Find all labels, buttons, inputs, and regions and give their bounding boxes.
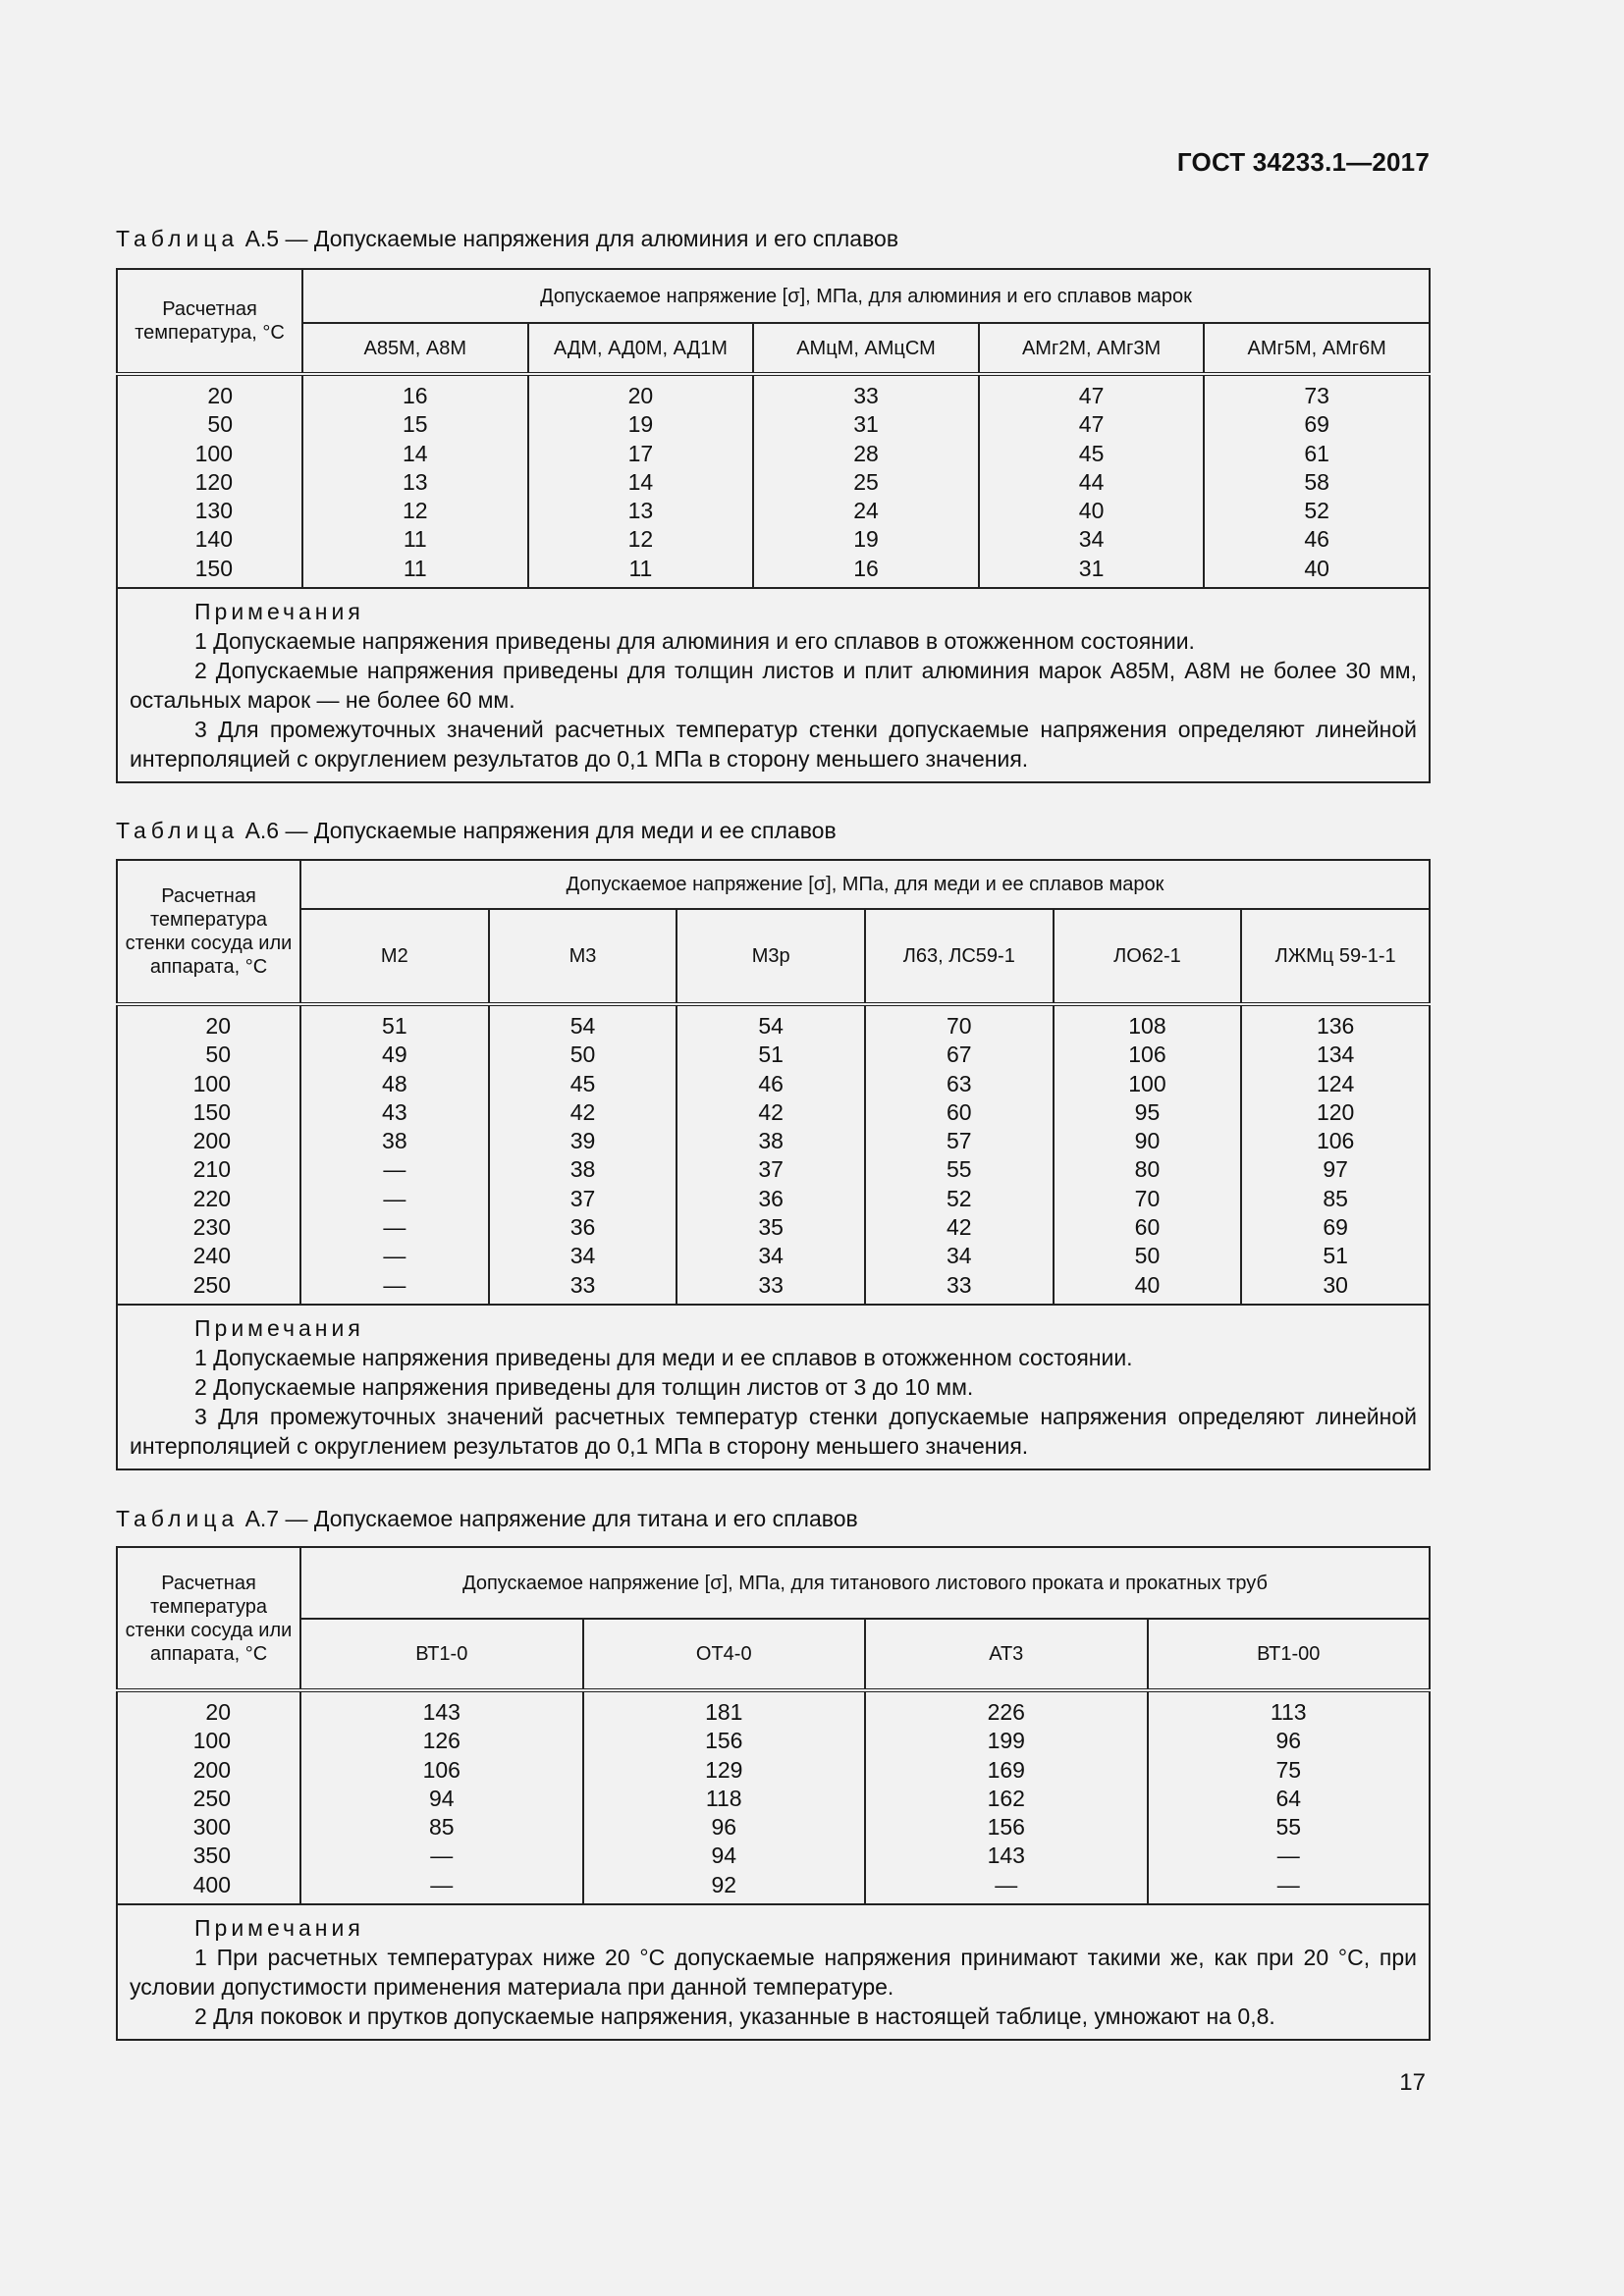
table-cell: 14 [403, 440, 428, 466]
table-cell: 106 [422, 1756, 460, 1783]
table-cell: 51 [382, 1013, 407, 1039]
table-cell: 85 [1323, 1185, 1348, 1211]
table-cell: 92 [711, 1871, 737, 1897]
table-cell: 25 [853, 468, 879, 495]
table-cell: 94 [711, 1842, 737, 1869]
stress-column [1054, 1004, 1242, 1305]
table-cell: 43 [382, 1098, 407, 1125]
note-item: 3 Для промежуточных значений расчетных температур стенки допускаемые напряжения определяют линейной интерполяцией с округлением результатов до 0,1 МПа в сторону меньшего значения. [130, 1403, 1417, 1459]
stress-column [1148, 1690, 1431, 1904]
table-a5-title: А.5 — Допускаемые напряжения для алюминия и его сплавов [244, 226, 899, 251]
table-cell: 69 [1323, 1214, 1348, 1241]
table-cell: 200 [192, 1128, 231, 1154]
stress-column [677, 1004, 865, 1305]
grade-header: А85М, А8М [302, 323, 528, 374]
grade-header: ОТ4-0 [583, 1619, 866, 1690]
stress-column [865, 1690, 1148, 1904]
table-cell: 11 [403, 555, 427, 581]
table-cell: 17 [627, 440, 654, 466]
table-cell: 100 [194, 440, 233, 466]
table-notes [117, 588, 1430, 782]
table-cell: 97 [1323, 1156, 1348, 1183]
table-cell: 100 [192, 1070, 231, 1096]
table-cell: 240 [192, 1243, 231, 1269]
table-cell: 143 [987, 1842, 1025, 1869]
temperature-header: Расчетная температура, °С [117, 269, 302, 374]
table-cell: 120 [194, 468, 233, 495]
table-cell: 80 [1134, 1156, 1161, 1183]
table-cell: 40 [1134, 1271, 1161, 1298]
table-cell: 250 [192, 1785, 231, 1811]
table-cell: 11 [628, 555, 653, 581]
grade-header: АМг5М, АМг6М [1204, 323, 1430, 374]
table-a7-title: А.7 — Допускаемое напряжение для титана и его сплавов [244, 1506, 858, 1531]
table-cell: 156 [987, 1814, 1025, 1841]
table-cell: — [430, 1871, 454, 1897]
table-cell: 39 [569, 1128, 596, 1154]
table-cell: 13 [403, 468, 428, 495]
stress-column [1204, 374, 1430, 588]
table-cell: 140 [194, 526, 233, 553]
grade-header: АМцМ, АМцСМ [753, 323, 979, 374]
table-cell: 19 [853, 526, 879, 553]
table-cell: 38 [382, 1128, 407, 1154]
stress-column [302, 374, 528, 588]
grade-header: М3 [489, 909, 677, 1004]
table-cell: 51 [758, 1041, 784, 1068]
table-cell: 38 [569, 1156, 596, 1183]
table-data-row [117, 1004, 1430, 1305]
table-cell: 33 [758, 1271, 784, 1298]
table-cell: 70 [1134, 1185, 1161, 1211]
table-cell: 28 [853, 440, 879, 466]
table-cell: 54 [569, 1013, 596, 1039]
table-cell: 75 [1275, 1756, 1302, 1783]
table-cell: — [383, 1185, 406, 1211]
table-cell: 16 [853, 555, 879, 581]
stress-column [300, 1004, 489, 1305]
note-item: 1 При расчетных температурах ниже 20 °С допускаемые напряжения принимают такими же, как при 20 °С, при условии допустимости применения материала при данной температуре. [130, 1945, 1417, 2001]
table-cell: 20 [205, 1699, 231, 1725]
table-cell: 181 [705, 1699, 743, 1725]
table-cell: 69 [1304, 411, 1329, 438]
notes-title: Примечания [194, 599, 364, 625]
note-item: 2 Допускаемые напряжения приведены для толщин листов и плит алюминия марок А85М, А8М не более 30 мм, остальных марок — не более 60 мм. [130, 658, 1417, 714]
table-cell: 63 [947, 1070, 972, 1096]
table-cell: 130 [194, 498, 233, 524]
table-cell: 85 [428, 1814, 455, 1841]
table-cell: 24 [853, 498, 879, 524]
table-cell: 67 [947, 1041, 972, 1068]
table-cell: — [995, 1871, 1018, 1897]
table-cell: 100 [192, 1728, 231, 1754]
table-cell: 54 [758, 1013, 784, 1039]
table-cell: 19 [627, 411, 654, 438]
table-cell: 150 [194, 555, 233, 581]
table-cell: 51 [1323, 1243, 1348, 1269]
table-a5 [116, 268, 1431, 783]
table-cell: 90 [1134, 1128, 1161, 1154]
stress-column [583, 1690, 866, 1904]
table-cell: 120 [1316, 1098, 1355, 1125]
temperature-column [117, 374, 302, 588]
grade-header: М3р [677, 909, 865, 1004]
grade-header: Л63, ЛС59-1 [865, 909, 1054, 1004]
table-a7-caption [116, 1505, 858, 1532]
table-cell: 35 [758, 1214, 784, 1241]
table-cell: 230 [192, 1214, 231, 1241]
table-cell: 38 [758, 1128, 784, 1154]
grade-header: ВТ1-0 [300, 1619, 583, 1690]
table-cell: 350 [192, 1842, 231, 1869]
table-cell: 20 [627, 383, 654, 408]
stress-column [865, 1004, 1054, 1305]
table-cell: 156 [705, 1728, 743, 1754]
table-cell: 52 [947, 1185, 972, 1211]
stress-column [528, 374, 754, 588]
note-item: 1 Допускаемые напряжения приведены для меди и ее сплавов в отожженном состоянии. [194, 1344, 1133, 1370]
table-cell: 126 [422, 1728, 460, 1754]
table-cell: 150 [192, 1098, 231, 1125]
table-cell: 44 [1078, 468, 1105, 495]
table-cell: 61 [1304, 440, 1329, 466]
table-cell: 73 [1304, 383, 1329, 408]
table-cell: 34 [569, 1243, 596, 1269]
table-notes [117, 1305, 1430, 1469]
table-cell: 13 [627, 498, 654, 524]
table-cell: 60 [947, 1098, 972, 1125]
note-item: 1 Допускаемые напряжения приведены для алюминия и его сплавов в отожженном состоянии. [194, 628, 1195, 655]
table-cell: 34 [1078, 526, 1105, 553]
table-cell: 60 [1134, 1214, 1161, 1241]
table-cell: 33 [947, 1271, 972, 1298]
table-cell: 55 [1275, 1814, 1302, 1841]
grade-header: АТ3 [865, 1619, 1148, 1690]
table-a6-label: Таблица [116, 818, 240, 843]
table-cell: 46 [758, 1070, 784, 1096]
table-cell: 134 [1316, 1041, 1355, 1068]
note-item: 3 Для промежуточных значений расчетных температур стенки допускаемые напряжения определяют линейной интерполяцией с округлением результатов до 0,1 МПа в сторону меньшего значения. [130, 717, 1417, 773]
table-cell: 48 [382, 1070, 407, 1096]
temperature-header: Расчетная температура стенки сосуда или аппарата, °С [117, 1547, 300, 1690]
note-item: 2 Допускаемые напряжения приведены для толщин листов от 3 до 10 мм. [194, 1373, 974, 1400]
table-cell: 50 [205, 1041, 231, 1068]
table-a5-caption [116, 225, 898, 252]
table-cell: 55 [947, 1156, 972, 1183]
stress-column [1241, 1004, 1430, 1305]
stress-column [300, 1690, 583, 1904]
table-cell: 40 [1304, 555, 1329, 581]
table-cell: 199 [987, 1728, 1025, 1754]
table-a7-label: Таблица [116, 1506, 240, 1531]
table-cell: 47 [1078, 383, 1105, 408]
table-cell: 96 [711, 1814, 737, 1841]
page-number: 17 [1399, 2069, 1426, 2096]
table-cell: 42 [758, 1098, 784, 1125]
stress-group-header: Допускаемое напряжение [σ], МПа, для меди и ее сплавов марок [300, 860, 1430, 909]
table-cell: 34 [947, 1243, 972, 1269]
note-item: 2 Для поковок и прутков допускаемые напряжения, указанные в настоящей таблице, умножают на 0,8. [194, 2003, 1275, 2030]
table-cell: 33 [569, 1271, 596, 1298]
table-data-row [117, 1690, 1430, 1904]
table-cell: 12 [403, 498, 428, 524]
table-cell: 226 [987, 1699, 1025, 1725]
table-cell: 96 [1275, 1728, 1302, 1754]
table-data-row [117, 374, 1430, 588]
table-cell: 106 [1316, 1128, 1355, 1154]
table-cell: 70 [947, 1013, 972, 1039]
table-cell: 11 [403, 526, 427, 553]
notes-title: Примечания [194, 1314, 364, 1341]
table-cell: 162 [987, 1785, 1025, 1811]
table-cell: 124 [1316, 1070, 1355, 1096]
table-cell: 33 [853, 383, 879, 408]
temperature-header: Расчетная температура стенки сосуда или аппарата, °С [117, 860, 300, 1004]
grade-header: ВТ1-00 [1148, 1619, 1431, 1690]
table-cell: 400 [192, 1871, 231, 1897]
grade-header: АДМ, АД0М, АД1М [528, 323, 754, 374]
table-cell: 37 [758, 1156, 784, 1183]
table-cell: 113 [1270, 1699, 1307, 1725]
table-cell: 106 [1128, 1041, 1166, 1068]
table-cell: 20 [205, 1013, 231, 1039]
table-cell: 40 [1078, 498, 1105, 524]
table-cell: — [1276, 1842, 1300, 1869]
table-a6-caption [116, 817, 837, 844]
table-cell: — [1276, 1871, 1300, 1897]
stress-group-header: Допускаемое напряжение [σ], МПа, для титанового листового проката и прокатных труб [300, 1547, 1430, 1619]
temperature-column [117, 1004, 300, 1305]
table-cell: 14 [627, 468, 654, 495]
table-cell: 169 [987, 1756, 1025, 1783]
table-cell: 210 [192, 1156, 231, 1183]
table-cell: 42 [569, 1098, 596, 1125]
table-a7 [116, 1546, 1431, 2041]
table-cell: 20 [207, 383, 233, 408]
table-cell: 100 [1128, 1070, 1166, 1096]
table-cell: — [383, 1214, 406, 1241]
table-cell: 30 [1323, 1271, 1348, 1298]
table-cell: 52 [1304, 498, 1329, 524]
table-cell: 95 [1134, 1098, 1161, 1125]
table-cell: 200 [192, 1756, 231, 1783]
notes-title: Примечания [194, 1915, 364, 1942]
table-cell: 36 [758, 1185, 784, 1211]
grade-header: ЛЖМц 59-1-1 [1241, 909, 1430, 1004]
table-cell: 37 [569, 1185, 596, 1211]
stress-column [979, 374, 1205, 588]
table-cell: 129 [705, 1756, 743, 1783]
table-cell: 36 [569, 1214, 596, 1241]
table-cell: 31 [853, 411, 879, 438]
table-cell: 108 [1128, 1013, 1166, 1039]
table-cell: 136 [1316, 1013, 1355, 1039]
table-cell: 15 [403, 411, 428, 438]
table-cell: 94 [428, 1785, 455, 1811]
table-cell: 47 [1078, 411, 1105, 438]
table-cell: 58 [1304, 468, 1329, 495]
grade-header: ЛО62-1 [1054, 909, 1242, 1004]
table-cell: 16 [403, 383, 428, 408]
grade-header: АМг2М, АМг3М [979, 323, 1205, 374]
grade-header: М2 [300, 909, 489, 1004]
stress-column [753, 374, 979, 588]
table-cell: 42 [947, 1214, 972, 1241]
stress-column [489, 1004, 677, 1305]
table-cell: 50 [569, 1041, 596, 1068]
table-cell: 49 [382, 1041, 407, 1068]
table-cell: — [383, 1156, 406, 1183]
table-a6-title: А.6 — Допускаемые напряжения для меди и ее сплавов [244, 818, 837, 843]
table-cell: 50 [207, 411, 233, 438]
table-cell: 12 [627, 526, 654, 553]
table-cell: 57 [947, 1128, 972, 1154]
document-header: ГОСТ 34233.1—2017 [1176, 147, 1430, 177]
table-cell: 118 [705, 1785, 742, 1811]
table-cell: 45 [569, 1070, 596, 1096]
table-cell: 64 [1275, 1785, 1302, 1811]
table-cell: 46 [1304, 526, 1329, 553]
table-cell: 31 [1078, 555, 1105, 581]
table-cell: 34 [758, 1243, 784, 1269]
stress-group-header: Допускаемое напряжение [σ], МПа, для алюминия и его сплавов марок [302, 269, 1430, 323]
table-a6 [116, 859, 1431, 1470]
table-cell: 143 [422, 1699, 460, 1725]
table-a5-label: Таблица [116, 226, 240, 251]
table-cell: 250 [192, 1271, 231, 1298]
temperature-column [117, 1690, 300, 1904]
table-cell: — [430, 1842, 454, 1869]
table-cell: 45 [1078, 440, 1105, 466]
table-cell: 50 [1134, 1243, 1161, 1269]
table-cell: 300 [192, 1814, 231, 1841]
table-cell: — [383, 1271, 406, 1298]
table-cell: 220 [192, 1185, 231, 1211]
table-cell: — [383, 1243, 406, 1269]
table-notes [117, 1904, 1430, 2040]
